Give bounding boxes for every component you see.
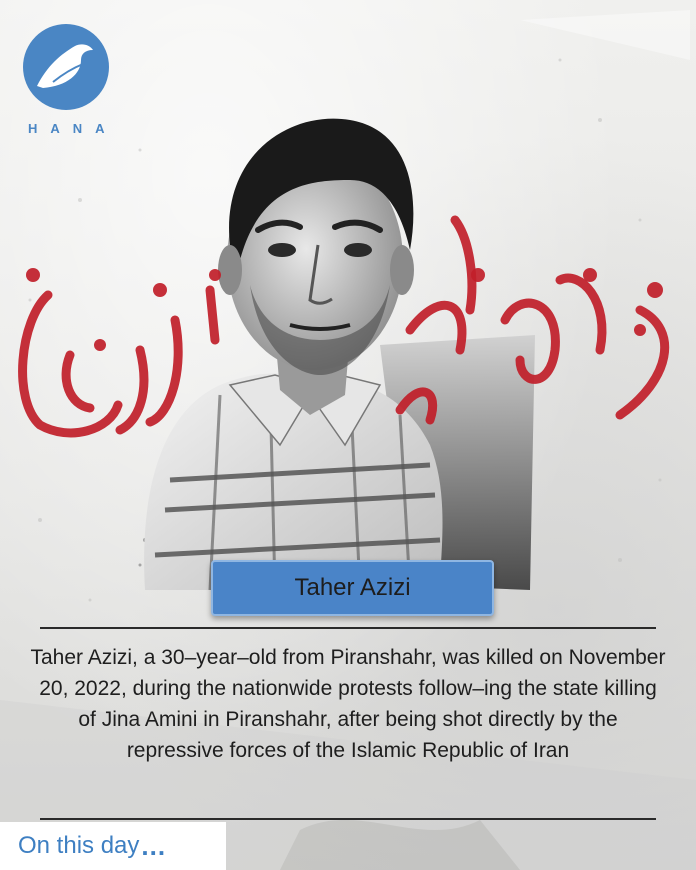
- on-this-day-dots: ...: [141, 830, 167, 861]
- on-this-day-tag: [0, 822, 226, 870]
- on-this-day-label: On this day: [18, 832, 140, 859]
- divider-bottom: [40, 818, 656, 820]
- caption-text: Taher Azizi, a 30–year–old from Piranshahr, was killed on November 20, 2022, during the nationwide protests follow–ing the state killing of Jina Amini in Piranshahr, after being shot directly by the repressive forces of the Islamic Republic of Iran: [30, 646, 666, 762]
- slogan-graffiti: [0, 180, 696, 450]
- hana-logo: [20, 24, 118, 136]
- dove-icon: [23, 24, 109, 110]
- person-name: Taher Azizi: [294, 574, 411, 601]
- divider-top: [40, 627, 656, 629]
- name-plate: [211, 560, 494, 616]
- logo-wordmark: HANA: [28, 121, 118, 136]
